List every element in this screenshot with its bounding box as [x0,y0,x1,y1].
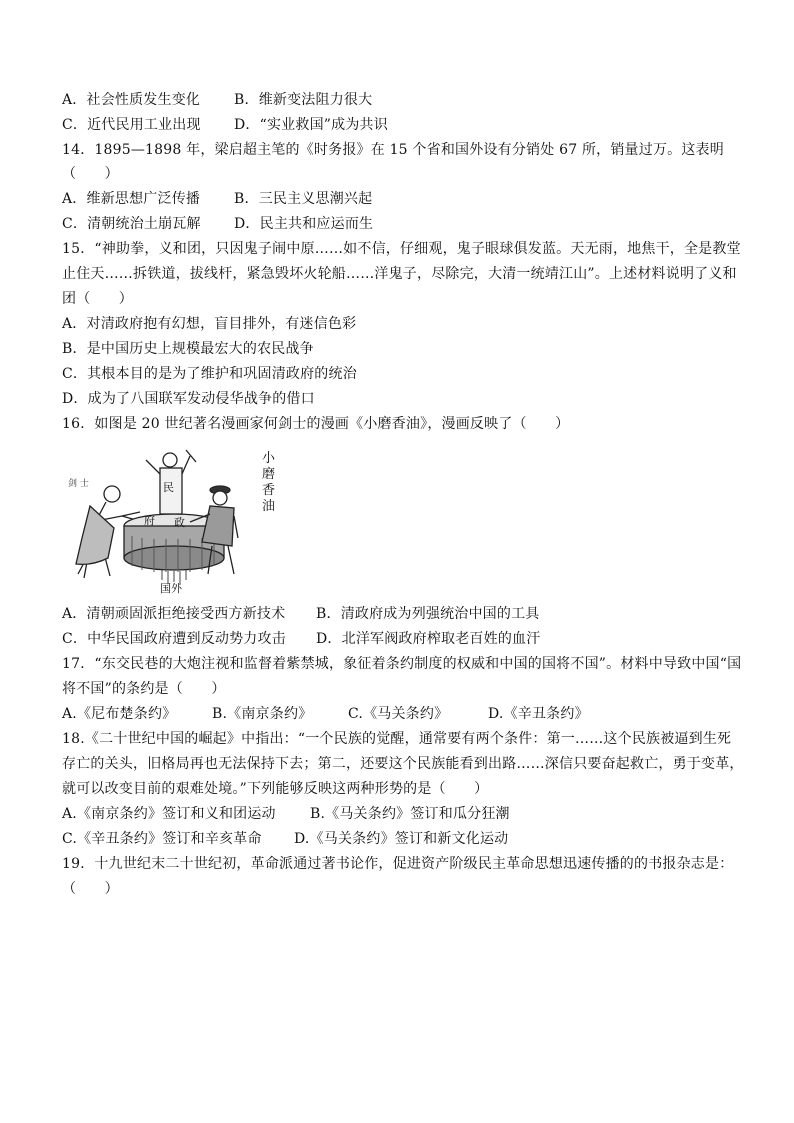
q14-option-a[interactable]: A．维新思想广泛传播 [62,191,201,207]
q18-option-d[interactable]: D.《马关条约》签订和新文化运动 [294,831,509,847]
q13-option-a[interactable]: A．社会性质发生变化 [62,92,201,108]
cartoon-label-fu: 府 [144,514,155,527]
q14-stem-line-1: 14．1895—1898 年，梁启超主笔的《时务报》在 15 个省和国外设有分销处 67 所，销量过万。这表明 [62,142,724,158]
q18-stem-line-3: 就可以改变目前的艰难处境。”下列能够反映这两种形势的是（ ） [62,781,489,797]
q15-stem-line-2: 止住天……拆铁道，拔线杆，紧急毁坏火轮船……洋鬼子，尽除完，大清一统靖江山”。上述材料说明了义和 [62,266,737,282]
q15-stem-line-1: 15．“神助拳，义和团，只因鬼子闹中原……如不信，仔细观，鬼子眼球俱发蓝。天无雨，地焦干，全是教堂 [62,241,741,257]
cartoon-title-char-3: 香 [262,483,276,498]
q18-option-c[interactable]: C.《辛丑条约》签订和辛亥革命 [62,831,262,847]
cartoon-title-char-4: 油 [262,499,276,514]
q14-options-row-1 [62,189,372,209]
q14-stem-line-2: （ ） [62,166,119,182]
q17-option-a[interactable]: A.《尼布楚条约》 [62,706,177,722]
q13-options-row-2 [62,115,388,135]
q17-option-d[interactable]: D.《辛丑条约》 [488,706,589,722]
cartoon-label-guowai: 国外 [160,582,182,594]
q17-stem-line-2: 将不国”的条约是（ ） [62,681,226,697]
q16-option-c[interactable]: C．中华民国政府遭到反动势力攻击 [62,631,286,647]
cartoon-title [262,451,276,514]
q16-option-d[interactable]: D．北洋军阀政府榨取老百姓的血汗 [316,631,541,647]
q14-option-c[interactable]: C．清朝统治土崩瓦解 [62,216,201,232]
q15-option-b[interactable]: B．是中国历史上规模最宏大的农民战争 [62,341,314,357]
q18-option-b[interactable]: B.《马关条约》签订和瓜分狂潮 [310,806,510,822]
q16-stem-line-1: 16．如图是 20 世纪著名漫画家何剑士的漫画《小磨香油》，漫画反映了（ ） [62,416,570,432]
q16-options-row-1 [62,604,540,624]
q14-option-b[interactable]: B．三民主义思潮兴起 [234,191,373,207]
q14-option-d[interactable]: D．民主共和应运而生 [234,216,374,232]
q18-option-a[interactable]: A.《南京条约》签订和义和团运动 [62,806,276,822]
q17-stem-line-1: 17．“东交民巷的大炮注视和监督着紫禁城，象征着条约制度的权威和中国的国将不国”。材料中导致中国“国 [62,656,742,672]
q16-option-a[interactable]: A．清朝顽固派拒绝接受西方新技术 [62,606,286,622]
q15-option-a[interactable]: A．对清政府抱有幻想，盲目排外，有迷信色彩 [62,316,357,332]
q16-option-b[interactable]: B．清政府成为列强统治中国的工具 [316,606,540,622]
q18-stem-line-1: 18.《二十世纪中国的崛起》中指出：“一个民族的觉醒，通常要有两个条件：第一……这个民族被逼到生死 [62,731,732,747]
q13-options-row-1 [62,90,372,110]
cartoon-title-char-2: 磨 [262,467,276,482]
q17-option-b[interactable]: B.《南京条约》 [212,706,313,722]
q16-cartoon-image [62,446,284,594]
q15-option-d[interactable]: D．成为了八国联军发动侵华战争的借口 [62,391,315,407]
q18-options-row-1 [62,804,510,824]
q19-stem-line-2: （ ） [62,881,119,897]
q17-option-c[interactable]: C.《马关条约》 [348,706,449,722]
q13-option-d[interactable]: D．“实业救国”成为共识 [234,117,388,133]
q17-options-row [62,704,589,724]
cartoon-title-char-1: 小 [262,451,276,466]
q13-option-c[interactable]: C．近代民用工业出现 [62,117,201,133]
q15-stem-line-3: 团（ ） [62,291,133,307]
q15-option-c[interactable]: C．其根本目的是为了维护和巩固清政府的统治 [62,366,357,382]
q19-stem-line-1: 19．十九世纪末二十世纪初，革命派通过著书论作，促进资产阶级民主革命思想迅速传播的的书报杂志是： [62,856,734,872]
q18-options-row-2 [62,829,508,849]
q18-stem-line-2: 存亡的关头，旧格局再也无法保持下去；第二，还要这个民族能看到出路……深信只要奋起救亡，勇于变革， [62,756,744,772]
q16-options-row-2 [62,629,540,649]
q13-option-b[interactable]: B．维新变法阻力很大 [234,92,373,108]
cartoon-label-min: 民 [163,481,174,494]
q14-options-row-2 [62,214,373,234]
cartoon-signature: 剑 士 [68,479,89,489]
cartoon-label-zheng: 政 [174,516,185,529]
